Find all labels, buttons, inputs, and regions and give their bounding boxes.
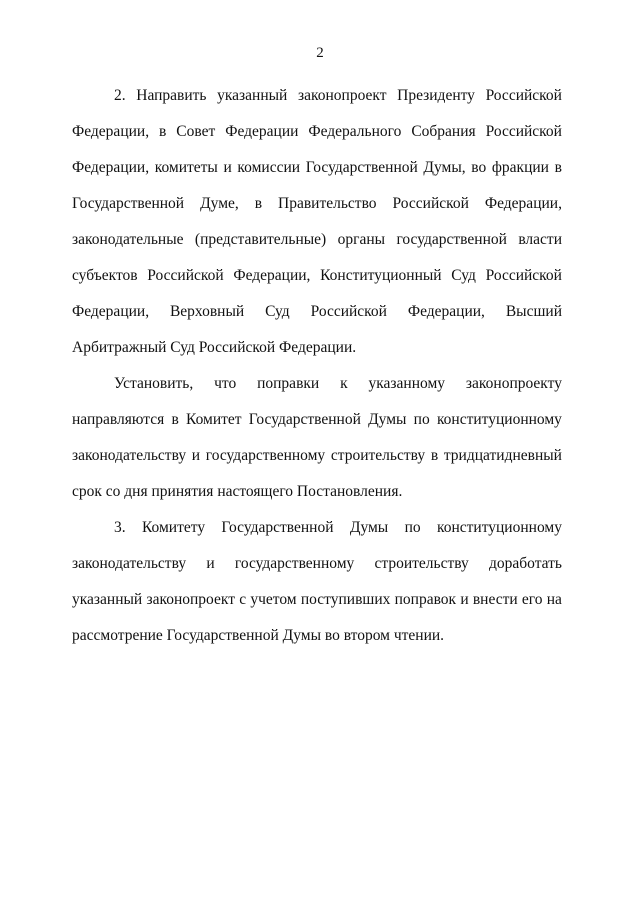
word: поправки [257,375,320,392]
word: Думы [368,411,407,428]
word: Совет [176,123,216,140]
word: во [471,159,487,176]
word: законопроект [146,591,235,608]
word: Конституционный [320,267,442,284]
paragraph-amendments-line-1 [114,374,562,394]
word: Российской [147,267,224,284]
word: Верховный [169,303,245,320]
word: законодательные [72,231,184,248]
word: законопроект [297,87,387,104]
word: поправок [394,591,457,608]
word: Федерации, [72,123,150,140]
word: субъектов [72,267,138,284]
word: к [340,375,348,392]
paragraph-3-line-4: рассмотрение Государственной Думы во втором чтении. [72,627,445,644]
word: Направить [136,87,207,104]
paragraph-amendments-line-3 [72,446,562,466]
word: законопроекту [465,375,562,392]
word: Правительство [278,195,377,212]
word: по [413,411,430,428]
paragraph-3-line-1 [114,518,562,538]
word: законодательству [72,555,187,572]
word: Суд [451,267,476,284]
word: 3. [114,519,126,536]
word: фракции [491,159,549,176]
paragraph-2-line-7 [72,302,562,322]
word: и [223,159,232,176]
word: Думе, [200,195,239,212]
paragraph-2-line-8: Арбитражный Суд Российской Федерации. [72,339,357,356]
word: указанный [217,87,288,104]
word: Думы [349,519,389,536]
word: комиссии [237,159,301,176]
paragraph-2-line-4 [72,194,562,214]
word: в [554,159,562,176]
word: строительству [374,555,469,572]
word: государственной [396,231,507,248]
word: комитеты [154,159,218,176]
word: по [404,519,421,536]
word: и [460,591,469,608]
word: Государственной [221,519,334,536]
word: Российской [485,87,562,104]
word: тридцатидневный [443,447,562,464]
word: Российской [485,267,562,284]
word: его [521,591,543,608]
word: на [546,591,562,608]
word: Государственной [72,195,185,212]
word: государственному [234,555,355,572]
word: указанному [368,375,446,392]
word: (представительные) [194,231,327,248]
word: Президенту [397,87,475,104]
word: Российской [392,195,469,212]
paragraph-2-line-1 [114,86,562,106]
word: доработать [489,555,562,572]
word: направляются [72,411,165,428]
word: Комитету [141,519,206,536]
word: конституционному [436,519,562,536]
paragraph-3-line-3 [72,590,562,610]
word: и [191,447,201,464]
word: в [430,447,439,464]
paragraph-2-line-3 [72,158,562,178]
word: Установить, [114,375,194,392]
word: Федерации, [72,159,150,176]
word: власти [518,231,562,248]
paragraph-amendments-line-2 [72,410,562,430]
word: указанный [72,591,143,608]
paragraph-amendments-line-4: срок со дня принятия настоящего Постановления. [72,483,403,500]
word: Российской [310,303,387,320]
word: Российской [485,123,562,140]
word: Думы, [423,159,466,176]
word: Государственной [248,411,361,428]
word: Федерального [308,123,402,140]
word: в [159,123,167,140]
paragraph-2-line-5 [72,230,562,250]
word: внести [472,591,518,608]
word: органы [337,231,386,248]
word: Федерации [225,123,299,140]
word: Высший [505,303,562,320]
word: Государственной [305,159,418,176]
paragraph-2-line-6 [72,266,562,286]
word: с [239,591,247,608]
paragraph-2-line-2 [72,122,562,142]
word: что [214,375,237,392]
paragraph-3-line-2 [72,554,562,574]
word: в [254,195,263,212]
word: Комитет [186,411,242,428]
word: Федерации, [484,195,562,212]
word: законодательству [72,447,187,464]
word: Федерации, [72,303,150,320]
word: государственному [205,447,326,464]
word: конституционному [436,411,562,428]
word: учетом [250,591,297,608]
word: в [171,411,179,428]
word: 2. [114,87,126,104]
word: строительству [330,447,426,464]
word: и [206,555,215,572]
word: Собрания [411,123,476,140]
word: Суд [265,303,290,320]
word: Федерации, [407,303,485,320]
word: поступивших [300,591,391,608]
page-number: 2 [316,45,324,61]
word: Федерации, [233,267,311,284]
